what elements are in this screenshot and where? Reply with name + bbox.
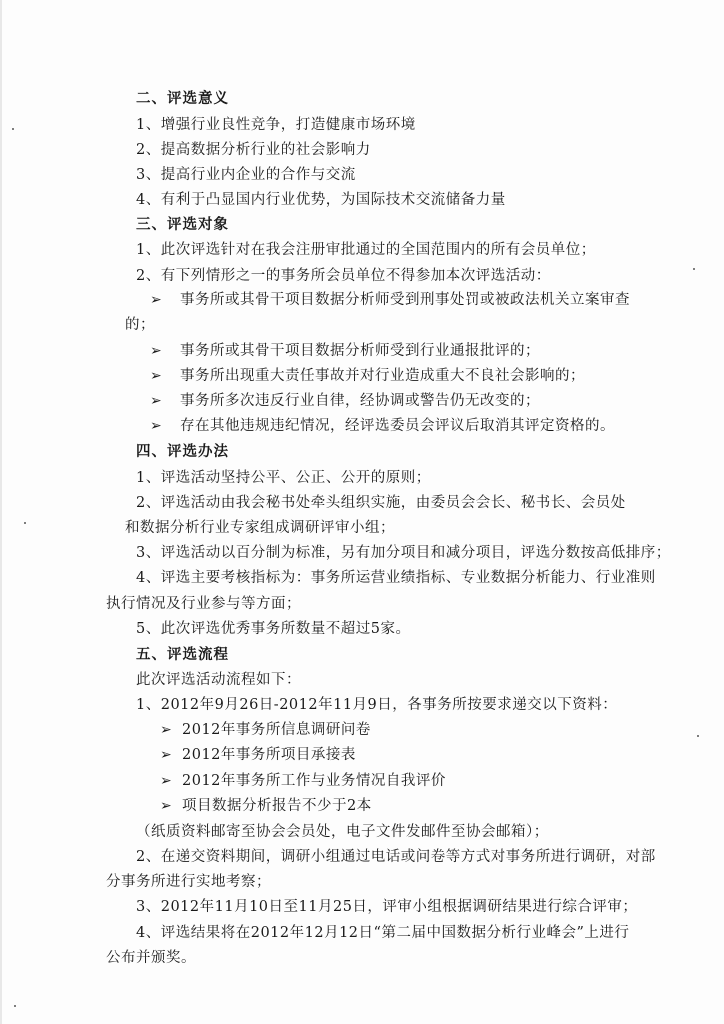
bullet-item: 事务所出现重大责任事故并对行业造成重大不良社会影响的； [180, 368, 585, 384]
scan-speck [12, 128, 14, 130]
scan-speck [693, 268, 695, 270]
list-item: 2、在递交资料期间，调研小组通过电话或问卷等方式对事务所进行调研，对部 [136, 849, 656, 865]
list-item: 3、2012年11月10日至11月25日，评审小组根据调研结果进行综合评审； [136, 899, 638, 915]
list-item: 4、评选结果将在2012年12月12日“第二届中国数据分析行业峰会”上进行 [136, 925, 630, 941]
list-item: 4、评选主要考核指标为：事务所运营业绩指标、专业数据分析能力、行业准则 [136, 570, 656, 586]
section-heading-targets: 三、评选对象 [136, 216, 229, 233]
list-item: 5、此次评选优秀事务所数量不超过5家。 [136, 621, 411, 637]
list-item-continuation: 执行情况及行业参与等方面； [106, 596, 301, 612]
bullet-arrow-icon: ➢ [150, 393, 162, 409]
scan-speck [697, 735, 699, 737]
section-heading-methods: 四、评选办法 [136, 443, 229, 460]
scan-speck [14, 1005, 16, 1007]
list-item: 1、评选活动坚持公平、公正、公开的原则； [136, 470, 431, 486]
bullet-item: 事务所或其骨干项目数据分析师受到行业通报批评的； [180, 343, 540, 359]
bullet-item: 事务所多次违反行业自律，经协调或警告仍无改变的； [180, 393, 540, 409]
list-item-continuation: 和数据分析行业专家组成调研评审小组； [125, 520, 395, 536]
list-item: 2、提高数据分析行业的社会影响力 [136, 142, 371, 158]
section-heading-significance: 二、评选意义 [136, 90, 229, 107]
bullet-arrow-icon: ➢ [160, 773, 172, 789]
bullet-item: 2012年事务所信息调研问卷 [182, 722, 371, 738]
bullet-arrow-icon: ➢ [150, 418, 162, 434]
list-item: 1、2012年9月26日-2012年11月9日，各事务所按要求递交以下资料： [136, 697, 618, 713]
bullet-item: 2012年事务所工作与业务情况自我评价 [182, 773, 446, 789]
bullet-item: 2012年事务所项目承接表 [182, 747, 356, 763]
bullet-item-continuation: 的； [125, 317, 155, 333]
list-item: 2、有下列情形之一的事务所会员单位不得参加本次评选活动： [136, 268, 551, 284]
list-item: 3、评选活动以百分制为标准，另有加分项目和减分项目，评选分数按高低排序； [136, 545, 671, 561]
list-item: 1、此次评选针对在我会注册审批通过的全国范围内的所有会员单位； [136, 242, 596, 258]
bullet-arrow-icon: ➢ [150, 292, 162, 308]
list-item: 2、评选活动由我会秘书处牵头组织实施，由委员会会长、秘书长、会员处 [136, 495, 626, 511]
section-heading-process: 五、评选流程 [136, 646, 229, 663]
list-item: 1、增强行业良性竞争，打造健康市场环境 [136, 117, 416, 133]
bullet-arrow-icon: ➢ [150, 343, 162, 359]
bullet-arrow-icon: ➢ [160, 747, 172, 763]
scan-edge-left [0, 0, 2, 1024]
list-item: 3、提高行业内企业的合作与交流 [136, 167, 356, 183]
bullet-arrow-icon: ➢ [160, 798, 172, 814]
list-item-continuation: 分事务所进行实地考察； [106, 874, 271, 890]
list-item-continuation: 公布并颁奖。 [106, 950, 196, 966]
scan-speck [24, 522, 26, 524]
bullet-item: 项目数据分析报告不少于2本 [182, 798, 372, 814]
paragraph-intro: 此次评选活动流程如下： [136, 672, 301, 688]
bullet-arrow-icon: ➢ [160, 722, 172, 738]
paragraph-note: （纸质资料邮寄至协会会员处，电子文件发邮件至协会邮箱）； [136, 824, 549, 840]
bullet-item: 存在其他违规违纪情况，经评选委员会评议后取消其评定资格的。 [180, 418, 615, 434]
bullet-item: 事务所或其骨干项目数据分析师受到刑事处罚或被政法机关立案审查 [180, 292, 630, 308]
list-item: 4、有利于凸显国内行业优势，为国际技术交流储备力量 [136, 192, 506, 208]
bullet-arrow-icon: ➢ [150, 368, 162, 384]
